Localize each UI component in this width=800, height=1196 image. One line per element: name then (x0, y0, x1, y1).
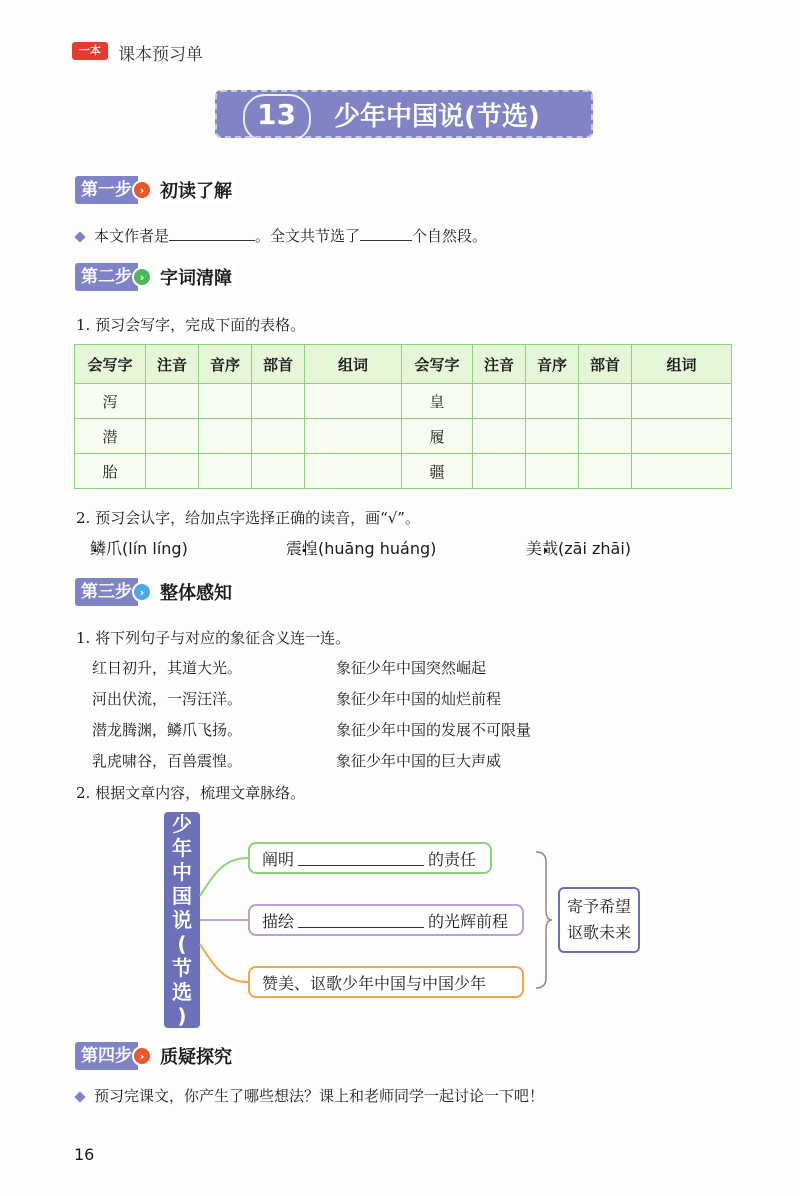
brace-icon (534, 850, 554, 990)
lesson-title-banner (215, 90, 593, 138)
step2-title: 字词清障 (156, 264, 236, 290)
reading-item[interactable]: 美哉(zāi zhāi) (526, 539, 632, 558)
diamond-bullet-icon (74, 1091, 85, 1102)
author-blank[interactable] (169, 226, 255, 241)
step4-tag: 第四步 (75, 1042, 138, 1070)
lesson-number: 13 (257, 97, 296, 131)
reading-item[interactable]: 震惶(huāng huáng) (286, 539, 437, 558)
sentence-item[interactable]: 潜龙腾渊，鳞爪飞扬。 (92, 721, 243, 739)
table-header: 注音 (473, 345, 526, 384)
word-cell[interactable] (632, 419, 732, 454)
step2-tag: 第二步 (75, 263, 138, 291)
writing-chars-table (74, 344, 732, 489)
step3-question1: 1. 将下列句子与对应的象征含义连一连。 (76, 629, 351, 647)
char-cell: 皇 (402, 384, 473, 419)
table-header: 音序 (199, 345, 252, 384)
meaning-item[interactable]: 象征少年中国突然崛起 (336, 659, 487, 677)
word-cell[interactable] (305, 419, 402, 454)
order-cell[interactable] (526, 454, 579, 489)
chevron-right-icon: › (132, 267, 152, 287)
step1-title: 初读了解 (156, 177, 236, 203)
sentence-item[interactable]: 红日初升，其道大光。 (92, 659, 243, 677)
reading-item[interactable]: 鳞爪(lín líng) (90, 539, 188, 558)
step4-title: 质疑探究 (156, 1043, 236, 1069)
mindmap-branch-3: 赞美、讴歌少年中国与中国少年 (248, 966, 524, 998)
char-cell: 胎 (75, 454, 146, 489)
meaning-item[interactable]: 象征少年中国的灿烂前程 (336, 690, 502, 708)
order-cell[interactable] (526, 384, 579, 419)
brand-logo: 一本 (72, 42, 108, 60)
word-cell[interactable] (305, 454, 402, 489)
page-number: 16 (74, 1145, 95, 1164)
step3-tag: 第三步 (75, 578, 138, 606)
chevron-right-icon: › (132, 180, 152, 200)
table-header: 音序 (526, 345, 579, 384)
responsibility-blank[interactable] (298, 851, 424, 866)
table-header: 组词 (305, 345, 402, 384)
step3-question2: 2. 根据文章内容，梳理文章脉络。 (76, 784, 306, 802)
table-header: 会写字 (75, 345, 146, 384)
radical-cell[interactable] (252, 419, 305, 454)
table-row (75, 419, 732, 454)
paragraph-count-blank[interactable] (360, 226, 412, 241)
sentence-item[interactable]: 乳虎啸谷，百兽震惶。 (92, 752, 243, 770)
char-cell: 疆 (402, 454, 473, 489)
radical-cell[interactable] (579, 454, 632, 489)
mindmap-result: 寄予希望 讴歌未来 (558, 887, 640, 953)
word-cell[interactable] (305, 384, 402, 419)
table-header: 部首 (252, 345, 305, 384)
step1-question: 本文作者是 。全文共节选了 个自然段。 (76, 225, 487, 246)
mindmap-connectors (196, 840, 256, 1000)
step1-tag: 第一步 (75, 176, 138, 204)
table-row (75, 384, 732, 419)
char-cell: 履 (402, 419, 473, 454)
pinyin-cell[interactable] (146, 384, 199, 419)
step3-header (75, 577, 236, 607)
chevron-right-icon: › (132, 582, 152, 602)
step3-title: 整体感知 (156, 579, 236, 605)
char-cell: 潜 (75, 419, 146, 454)
header-label: 课本预习单 (118, 45, 203, 65)
order-cell[interactable] (526, 419, 579, 454)
radical-cell[interactable] (579, 419, 632, 454)
diamond-bullet-icon (74, 231, 85, 242)
step2-question2: 2. 预习会认字，给加点字选择正确的读音，画“√”。 (76, 509, 420, 527)
radical-cell[interactable] (252, 384, 305, 419)
table-header: 组词 (632, 345, 732, 384)
pinyin-cell[interactable] (473, 454, 526, 489)
table-row (75, 454, 732, 489)
order-cell[interactable] (199, 454, 252, 489)
lesson-title: 少年中国说(节选) (333, 101, 540, 132)
meaning-item[interactable]: 象征少年中国的发展不可限量 (336, 721, 532, 739)
pinyin-cell[interactable] (146, 419, 199, 454)
order-cell[interactable] (199, 384, 252, 419)
step2-header (75, 262, 236, 292)
pinyin-cell[interactable] (473, 419, 526, 454)
mindmap-root: 少 年 中 国 说 ( 节 选 ) (164, 812, 200, 1028)
table-header-row (75, 345, 732, 384)
step4-header (75, 1041, 236, 1071)
char-cell: 泻 (75, 384, 146, 419)
sentence-item[interactable]: 河出伏流，一泻汪洋。 (92, 690, 243, 708)
future-blank[interactable] (298, 913, 424, 928)
order-cell[interactable] (199, 419, 252, 454)
word-cell[interactable] (632, 384, 732, 419)
step4-question: 预习完课文，你产生了哪些想法？课上和老师同学一起讨论一下吧！ (76, 1085, 544, 1106)
pinyin-cell[interactable] (473, 384, 526, 419)
table-header: 会写字 (402, 345, 473, 384)
step2-question1: 1. 预习会写字，完成下面的表格。 (76, 316, 306, 334)
step1-header (75, 175, 236, 205)
table-header: 部首 (579, 345, 632, 384)
table-header: 注音 (146, 345, 199, 384)
meaning-item[interactable]: 象征少年中国的巨大声威 (336, 752, 502, 770)
mindmap-branch-2: 描绘 的光辉前程 (248, 904, 524, 936)
radical-cell[interactable] (252, 454, 305, 489)
mindmap-branch-1: 阐明 的责任 (248, 842, 492, 874)
chevron-right-icon: › (132, 1046, 152, 1066)
pinyin-cell[interactable] (146, 454, 199, 489)
word-cell[interactable] (632, 454, 732, 489)
radical-cell[interactable] (579, 384, 632, 419)
